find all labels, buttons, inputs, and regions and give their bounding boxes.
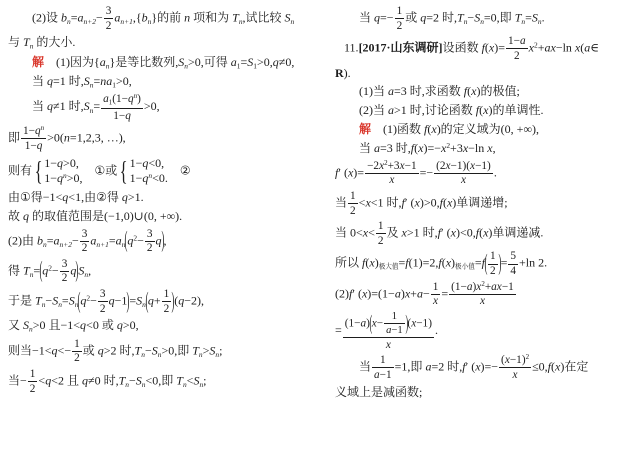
text-line: = (1−a)(x− $\frac{1}{a-1}$ )(x−1) x . (335, 310, 438, 351)
text-line: 解 (1)函数 f(x)的定义域为(0, +∞), (359, 121, 539, 136)
text-line: 当 q=1 时$,S_n=na_1>0$, (32, 74, 132, 90)
text-line: 又 $S_n>0$ 且−1<q<0 或 q>0, (8, 318, 139, 334)
left-text-column (8, 5, 323, 449)
right-text-column (323, 5, 638, 449)
text-line: 解 (1)因为$\{a_n\}$是等比数列$,S_n>0$,可得 $a_1=S_1>0,q\ne 0$, (32, 54, 295, 71)
text-line: (2)当 a>1 时,讨论函数 f(x)的单调性. (359, 103, 544, 118)
text-line: (2)由 $b_n=a_{n+2}-$ $\frac{3}{2}$ $a_{n+1}=a_n(q^2-$ $\frac{3}{2}$ q), (8, 226, 167, 255)
text-line: 当− $\frac{1}{2}$ <q<2 且 q≠0 时$,T_n-S_n<0$,即 $T_n<S_n$; (8, 367, 207, 395)
text-line: 由①得−1<q<1,由②得 q>1. (8, 189, 144, 204)
text-line: 故 q 的取值范围是(−1,0)∪(0, +∞). (8, 208, 183, 223)
text-line: (2)设 $b_n=a_{n+2}-$ $\frac{3}{2}$ $a_{n+1},\{b_n\}$的前 n 项和为 $T_n$,试比较 $S_n$ (32, 5, 295, 32)
text-line: 当 $\frac{1}{a-1}$ =1,即 a=2 时,f′ (x)=− $\frac{(x-1)^2}{x}$ ≤0,f(x)在定 (359, 353, 589, 381)
text-line: 当 $\frac{1}{2}$ <x<1 时,f′ (x)>0,f(x)单调递增; (335, 189, 508, 217)
text-line: 当 q=− $\frac{1}{2}$ 或 q=2 时$,T_n-S_n=0$,即 $T_n=S_n$. (359, 5, 545, 32)
text-line: 则当−1<q<− $\frac{1}{2}$ 或 q>2 时$,T_n-S_n>0$,即 $T_n>S_n$; (8, 337, 223, 365)
text-line: 所以 $f(x)_{极大值}=f(1)=2,f(x)_{极小值}=f$( $\frac{1}{2}$ )= $\frac{5}{4}$ +ln 2. (335, 249, 548, 278)
text-line: 当 q≠1 时$,S_n=$ $\frac{a_1(1-q^n)}{1-q}$ >0, (32, 92, 160, 122)
text-line: 即 $\frac{1-q^n}{1-q}$ >0(n=1,2,3, …), (8, 124, 126, 152)
text-line: 与 $T_n$ 的大小. (8, 35, 76, 51)
text-line: (1)当 a=3 时,求函数 f(x)的极值; (359, 84, 520, 99)
text-line: 当 0<x< $\frac{1}{2}$ 及 x>1 时,f′ (x)<0,f(x)单调递减. (335, 220, 544, 247)
text-line: (2)f′ (x)=(1−a)x+a− $\frac{1}{x}$ = $\frac{(1-a)x^2+ax-1}{x}$ (335, 279, 514, 308)
text-line: 则有 { 1−q>0, $1-q^n>0$, ①或 { 1−q<0, $1-q^n<0$. ② (8, 155, 191, 187)
text-line: f′ (x)= $\frac{-2x^2+3x-1}{x}$ =− $\frac{(2x-1)(x-1)}{x}$ . (335, 158, 497, 187)
text-line: R). (335, 65, 351, 80)
text-line: 当 a=3 时$,f(x)=-x^2+3x-\ln$ x, (359, 140, 496, 155)
text-line: 于是 $T_n-S_n=S_n(q^2-$ $\frac{3}{2}$ $q-1)=S_n(q+$ $\frac{1}{2}$ )(q−2), (8, 286, 205, 315)
text-line: 得 $T_n=(q^2-$ $\frac{3}{2}$ $q)S_n$, (8, 256, 92, 285)
text-line: 义域上是减函数; (335, 384, 423, 399)
text-line: 11.[2017·山东调研]设函数 f(x)= $\frac{1-a}{2}$ $x^2+ax-\ln$ x(a∈ (344, 35, 600, 62)
